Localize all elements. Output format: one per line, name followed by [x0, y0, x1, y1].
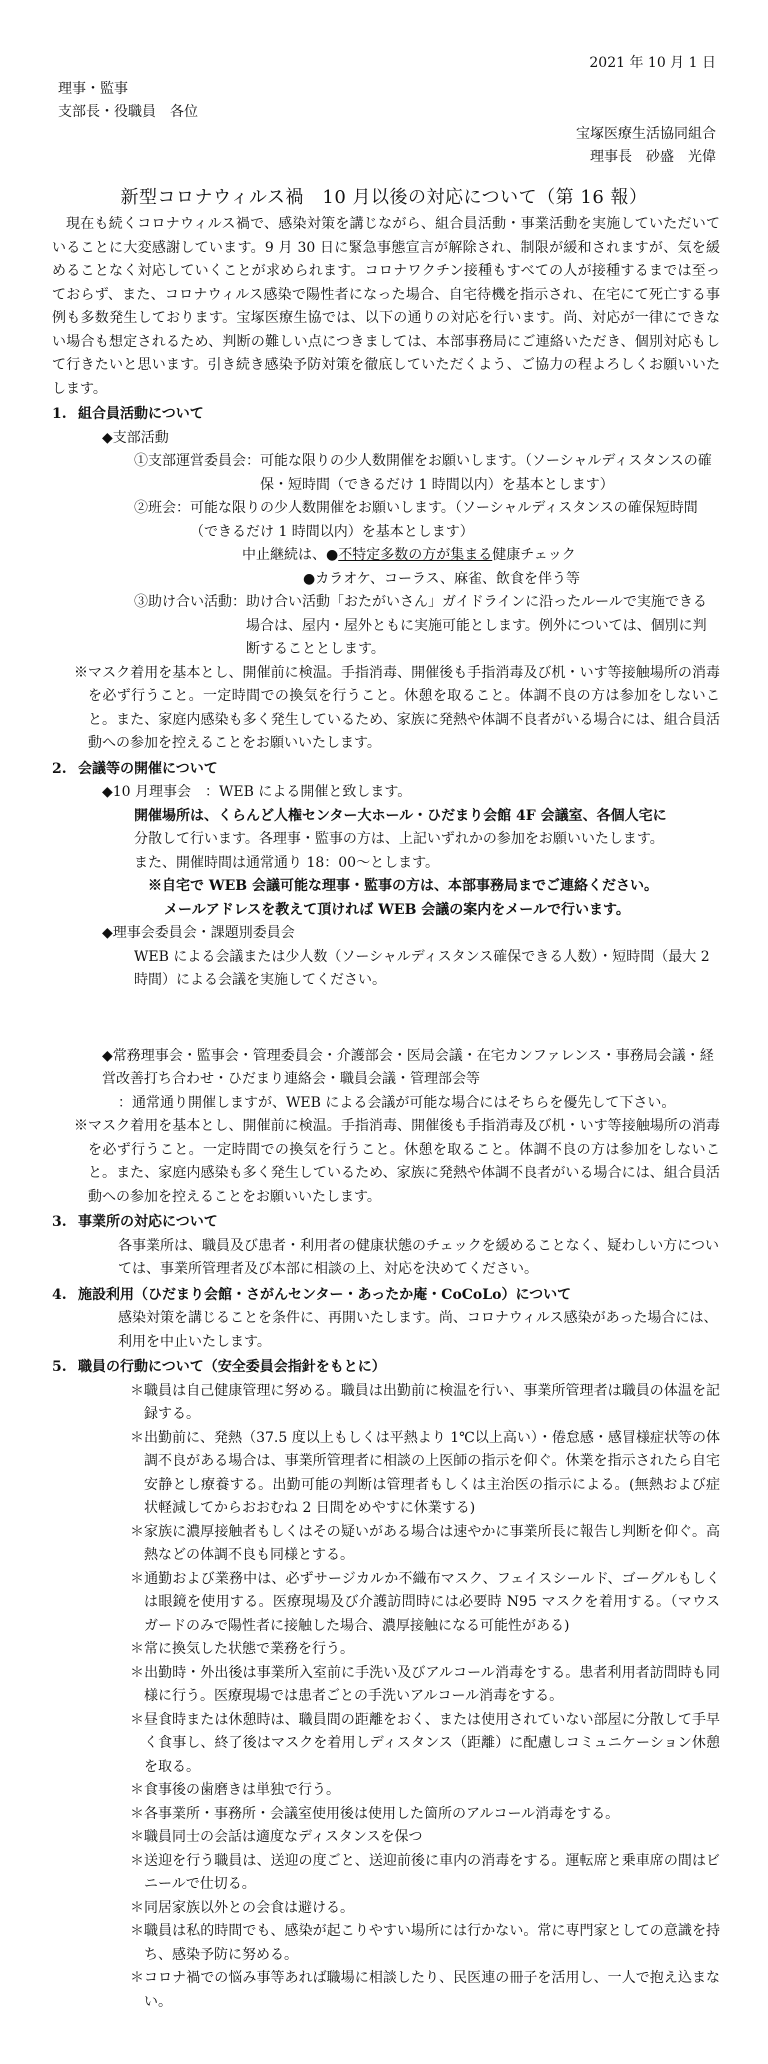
section-3-heading [52, 1211, 720, 1235]
item-label: ③助け合い活動： [134, 594, 246, 610]
stop-line-1 [52, 544, 720, 568]
item-label: ①支部運営委員会： [134, 453, 260, 469]
committee-heading: ◆理事会委員会・課題別委員会 [102, 925, 295, 941]
recipient-line: 支部長・役職員 各位 [58, 104, 198, 120]
section-title: 組合員活動について [78, 406, 204, 422]
staff-rule-item: ＊昼食時または休憩時は、職員間の距離をおく、または使用されていない部屋に分散して手早く食事し、終了後はマスクを着用しディスタンス（距離）に配慮しコミュニケーション休憩を取る。 [130, 1711, 720, 1775]
section-2-heading [52, 758, 720, 782]
section-4-text: 感染対策を講じることを条件に、再開いたします。尚、コロナウィルス感染があった場合には、利用を中止いたします。 [118, 1310, 718, 1350]
board-meeting-label: ◆10 月理事会 ： [102, 784, 220, 800]
board-meeting-venue: 開催場所は、くらんど人権センター大ホール・ひだまり会館 4F 会議室、各個人宅に [134, 807, 667, 824]
section-1-subheading: ◆支部活動 [102, 429, 169, 446]
section-4-heading [52, 1284, 720, 1308]
section-title: 施設利用（ひだまり会館・さがんセンター・あったか庵・CoCoLo）について [78, 1286, 572, 1303]
staff-rule-item: ＊各事業所・事務所・会議室使用後は使用した箇所のアルコール消毒をする。 [130, 1805, 620, 1822]
recipients [58, 78, 198, 124]
section-number: 1. [52, 406, 67, 422]
staff-rule-item: ＊コロナ禍での悩み事等あれば職場に相談したり、民医連の冊子を活用し、一人で抱え込まない。 [130, 1970, 720, 2010]
stop-lead: 中止継続は、● [242, 547, 339, 563]
staff-rule-item: ＊職員は自己健康管理に努める。職員は出勤前に検温を行い、事業所管理者は職員の体温を記録する。 [130, 1382, 720, 1422]
regular-meetings-heading: ◆常務理事会・監事会・管理委員会・介護部会・医局会議・在宅カンファレンス・事務局会議・経営改善打ち合わせ・ひだまり連絡会・職員会議・管理部会等 [102, 1047, 714, 1087]
committee-text: WEB による会議または少人数（ソーシャルディスタンス確保できる人数）・短時間（最大 2 時間）による会議を実施してください。 [134, 948, 710, 988]
spacer [52, 993, 720, 1045]
document-title: 新型コロナウィルス禍 10 月以後の対応について（第 16 報） [120, 187, 648, 208]
section-number: 3. [52, 1214, 67, 1230]
staff-rule-item: ＊職員は私的時間でも、感染が起こりやすい場所には行かない。常に専門家としての意識を持ち、感染予防に努める。 [130, 1923, 720, 1963]
section-1-heading [52, 403, 720, 427]
board-meeting-detail: 分散して行います。各理事・監事の方は、上記いずれかの参加をお願いいたします。 [134, 831, 664, 847]
regular-meetings-text: ：通常通り開催しますが、WEB による会議が可能な場合にはそちらを優先して下さい。 [118, 1094, 676, 1111]
staff-rule-item: ＊出勤前に、発熱（37.5 度以上もしくは平熱より 1℃以上高い）・倦怠感・感冒様症状等の体調不良がある場合は、事業所管理者に相談の上医師の指示を仰ぐ。休業を指示されたら自宅安静とし療養する。出勤可能の判断は管理者もしくは主治医の指示による。(無熱および症状軽減してからおおむね 2 日間をめやすに休業する) [130, 1429, 720, 1516]
section-1-item-1 [52, 450, 720, 497]
staff-rule-item: ＊家族に濃厚接触者もしくはその疑いがある場合は速やかに事業所長に報告し判断を仰ぐ。高熱などの体調不良も同様とする。 [130, 1523, 720, 1563]
section-1-note: ※マスク着用を基本とし、開催前に検温。手指消毒、開催後も手指消毒及び机・いす等接触場所の消毒を必ず行うこと。一定時間での換気を行うこと。休憩を取ること。体調不良の方は参加をしないこと。また、家庭内感染も多く発生しているため、家族に発熱や体調不良者がいる場合には、組合員活動への参加を控えることをお願いいたします。 [74, 664, 720, 751]
board-meeting-time: また、開催時間は通常通り 18：00～とします。 [134, 854, 439, 871]
staff-rule-item: ＊通勤および業務中は、必ずサージカルか不織布マスク、フェイスシールド、ゴーグルもしくは眼鏡を使用する。医療現場及び介護訪問時には必要時 N95 マスクを着用する。（マウスガードのみで陽性者に接触した場合、濃厚接触になる可能性がある) [130, 1570, 720, 1634]
document-date: 2021 年 10 月 1 日 [589, 55, 716, 71]
item-text: 可能な限りの少人数開催をお願いします。（ソーシャルディスタンスの確保短時間（できるだけ 1 時間以内）を基本とします） [190, 500, 698, 540]
intro-paragraph: 現在も続くコロナウィルス禍で、感染対策を講じながら、組合員活動・事業活動を実施していただいていることに大変感謝しています。9 月 30 日に緊急事態宣言が解除され、制限が緩和されますが、気を緩めることなく対応していくことが求められます。コロナワクチン接種もすべての人が接種するまでは至っておらず、また、コロナウィルス感染で陽性者になった場合、自宅待機を指示され、在宅にて死亡する事例も多数発生しております。宝塚医療生協では、以下の通りの対応を行います。尚、対応が一律にできない場合も想定されるため、判断の難しい点につきましては、本部事務局にご連絡いただき、個別対応もして行きたいと思います。引き続き感染予防対策を徹底していただくよう、ご協力の程よろしくお願いいたします。 [52, 216, 720, 397]
web-email-note: メールアドレスを教えて頂ければ WEB 会議の案内をメールで行います。 [164, 901, 630, 918]
staff-rule-item: ＊食事後の歯磨きは単独で行う。 [130, 1782, 340, 1798]
item-text: 助け合い活動「おたがいさん」ガイドラインに沿ったルールで実施できる場合は、屋内・屋外ともに実施可能とします。例外については、個別に判断することとします。 [246, 594, 707, 657]
recipient-line: 理事・監事 [58, 81, 128, 97]
document-body [52, 213, 720, 2014]
board-meeting-text: WEB による開催と致します。 [219, 784, 412, 800]
stop-line-2: ●カラオケ、コーラス、麻雀、飲食を伴う等 [303, 570, 580, 587]
staff-rule-item: ＊出勤時・外出後は事業所入室前に手洗い及びアルコール消毒をする。患者利用者訪問時も同様に行う。医療現場では患者ごとの手洗いアルコール消毒をする。 [130, 1664, 720, 1704]
section-1-item-3 [52, 591, 720, 662]
section-number: 5. [52, 1359, 67, 1375]
issuer-name: 理事長 砂盛 光偉 [590, 149, 716, 165]
section-title: 会議等の開催について [78, 760, 218, 777]
item-label: ②班会： [134, 500, 190, 516]
staff-rule-item: ＊常に換気した状態で業務を行う。 [130, 1641, 354, 1657]
staff-rule-item: ＊職員同士の会話は適度なディスタンスを保つ [130, 1829, 423, 1845]
staff-rule-item: ＊同居家族以外との会食は避ける。 [130, 1899, 354, 1916]
board-meeting-line [52, 781, 720, 805]
section-number: 4. [52, 1286, 67, 1303]
section-title: 職員の行動について（安全委員会指針をもとに） [78, 1359, 386, 1375]
section-2-note: ※マスク着用を基本とし、開催前に検温。手指消毒、開催後も手指消毒及び机・いす等接触場所の消毒を必ず行うこと。一定時間での換気を行うこと。休憩を取ること。体調不良の方は参加をしないこと。また、家庭内感染も多く発生しているため、家族に発熱や体調不良者がいる場合には、組合員活動への参加を控えることをお願いいたします。 [74, 1118, 720, 1205]
section-number: 2. [52, 760, 67, 777]
section-5-heading [52, 1356, 720, 1380]
section-3-text: 各事業所は、職員及び患者・利用者の健康状態のチェックを緩めることなく、疑わしい方については、事業所管理者及び本部に相談の上、対応を決めてください。 [118, 1237, 720, 1277]
issuer [576, 123, 716, 169]
item-text: 可能な限りの少人数開催をお願いします。（ソーシャルディスタンスの確保・短時間（できるだけ 1 時間以内）を基本とします） [260, 453, 712, 493]
section-title: 事業所の対応について [78, 1214, 218, 1230]
stop-rest: 健康チェック [492, 547, 576, 563]
section-1-item-2 [52, 497, 720, 544]
issuer-organization: 宝塚医療生活協同組合 [576, 126, 716, 142]
web-contact-note: ※自宅で WEB 会議可能な理事・監事の方は、本部事務局までご連絡ください。 [148, 878, 658, 894]
staff-rule-item: ＊送迎を行う職員は、送迎の度ごと、送迎前後に車内の消毒をする。運転席と乗車席の間はビニールで仕切る。 [130, 1852, 720, 1892]
stop-underlined: 不特定多数の方が集まる [338, 547, 493, 563]
